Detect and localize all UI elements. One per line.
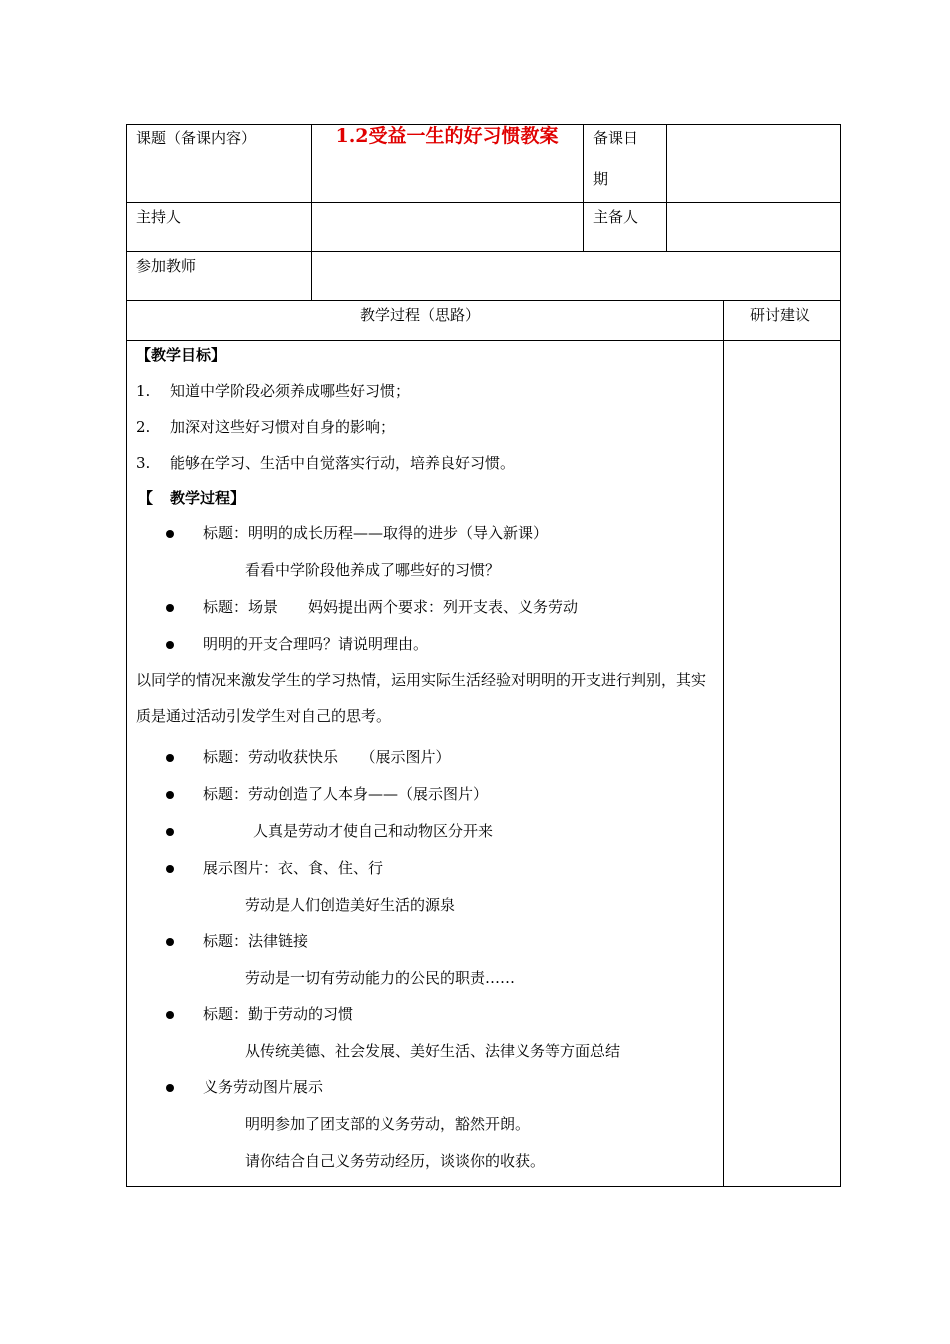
- bullet-icon: [166, 604, 174, 612]
- objective-item: 加深对这些好习惯对自身的影响；: [170, 418, 396, 436]
- list-item-sub: 看看中学阶段他养成了哪些好的习惯？: [245, 561, 501, 579]
- list-item-sub: 明明参加了团支部的义务劳动，豁然开朗。: [245, 1115, 531, 1133]
- page-title: 1.2受益一生的好习惯教案: [335, 125, 559, 147]
- list-item: 人真是劳动才使自己和动物区分开来: [253, 822, 494, 840]
- process-heading: 教学过程】: [170, 489, 246, 507]
- objective-number: 1.: [136, 382, 151, 400]
- objective-item: 能够在学习、生活中自觉落实行动，培养良好习惯。: [170, 454, 516, 472]
- bullet-icon: [166, 791, 174, 799]
- process-heading-bracket: 【: [138, 489, 154, 507]
- list-item-sub: 劳动是人们创造美好生活的源泉: [245, 896, 456, 914]
- bullet-icon: [166, 530, 174, 538]
- prep-date-label-cont: 期: [593, 170, 609, 188]
- bullet-icon: [166, 938, 174, 946]
- bullet-icon: [166, 865, 174, 873]
- list-item: 标题：明明的成长历程——取得的进步（导入新课）: [203, 524, 549, 542]
- topic-label: 课题（备课内容）: [136, 129, 257, 147]
- list-item-sub: 请你结合自己义务劳动经历，谈谈你的收获。: [245, 1152, 546, 1170]
- process-header: 教学过程（思路）: [360, 306, 481, 324]
- prep-date-label: 备课日: [593, 129, 639, 147]
- list-item: 明明的开支合理吗？请说明理由。: [203, 635, 429, 653]
- list-item-sub: 从传统美德、社会发展、美好生活、法律义务等方面总结: [245, 1042, 621, 1060]
- suggestion-header: 研讨建议: [750, 306, 811, 324]
- preparer-label: 主备人: [593, 208, 639, 226]
- bullet-icon: [166, 1084, 174, 1092]
- host-label: 主持人: [136, 208, 182, 226]
- objective-number: 2.: [136, 418, 151, 436]
- list-item: 标题：劳动收获快乐 （展示图片）: [203, 748, 451, 766]
- list-item: 标题：勤于劳动的习惯: [203, 1005, 354, 1023]
- objective-number: 3.: [136, 454, 151, 472]
- objectives-heading: 【教学目标】: [136, 346, 227, 364]
- list-item: 标题：场景 妈妈提出两个要求：列开支表、义务劳动: [203, 598, 579, 616]
- bullet-icon: [166, 828, 174, 836]
- list-item: 标题：劳动创造了人本身——（展示图片）: [203, 785, 489, 803]
- teachers-label: 参加教师: [136, 257, 197, 275]
- bullet-icon: [166, 1011, 174, 1019]
- list-item: 义务劳动图片展示: [203, 1078, 324, 1096]
- bullet-icon: [166, 754, 174, 762]
- objective-item: 知道中学阶段必须养成哪些好习惯；: [170, 382, 411, 400]
- list-item: 展示图片：衣、食、住、行: [203, 859, 384, 877]
- paragraph: 以同学的情况来激发学生的学习热情，运用实际生活经验对明明的开支进行判别，其实质是通过活动引发学生对自己的思考。: [136, 671, 707, 725]
- list-item: 标题：法律链接: [203, 932, 309, 950]
- list-item-sub: 劳动是一切有劳动能力的公民的职责……: [245, 969, 516, 987]
- bullet-icon: [166, 641, 174, 649]
